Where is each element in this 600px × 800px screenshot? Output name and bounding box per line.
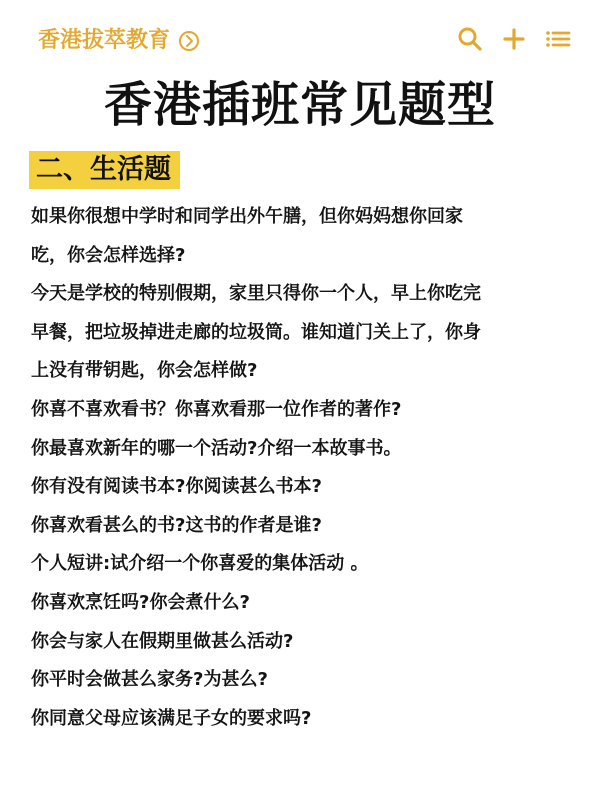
question-line: 今天是学校的特别假期，家里只得你一个人，早上你吃完 bbox=[31, 283, 481, 305]
question-line: 你喜欢烹饪吗?你会煮什么? bbox=[31, 591, 250, 613]
question-line: 你喜欢看甚么的书?这书的作者是谁? bbox=[31, 514, 322, 536]
search-icon[interactable] bbox=[456, 25, 484, 53]
plus-icon[interactable] bbox=[500, 25, 528, 53]
menu-icon[interactable] bbox=[544, 25, 572, 53]
header-actions bbox=[456, 25, 572, 53]
question-line: 如果你很想中学时和同学出外午膳，但你妈妈想你回家 bbox=[31, 206, 463, 227]
question-line: 吃，你会怎样选择? bbox=[31, 244, 186, 266]
question-line: 上没有带钥匙，你会怎样做? bbox=[31, 360, 258, 382]
chevron-right-circle-icon bbox=[178, 30, 200, 52]
account-name: 香港拔萃教育 bbox=[38, 28, 171, 53]
question-line: 你有没有阅读书本?你阅读甚么书本? bbox=[31, 476, 322, 498]
section-heading-highlight bbox=[29, 151, 180, 189]
section-heading: 二、生活题 bbox=[36, 154, 171, 185]
question-line: 你喜不喜欢看书？你喜欢看那一位作者的著作? bbox=[31, 398, 402, 420]
question-line: 你平时会做甚么家务?为甚么? bbox=[31, 669, 268, 691]
question-line: 你会与家人在假期里做甚么活动? bbox=[31, 630, 294, 652]
account-link[interactable] bbox=[38, 28, 200, 54]
question-line: 个人短讲:试介绍一个你喜爱的集体活动 。 bbox=[31, 553, 369, 575]
question-list bbox=[31, 198, 572, 738]
question-line: 早餐，把垃圾掉进走廊的垃圾筒。谁知道门关上了，你身 bbox=[31, 321, 481, 343]
page-title: 香港插班常见题型 bbox=[103, 77, 496, 133]
top-bar bbox=[0, 0, 600, 80]
question-line: 你最喜欢新年的哪一个活动?介绍一本故事书。 bbox=[31, 437, 402, 459]
question-line: 你同意父母应该满足子女的要求吗? bbox=[31, 707, 312, 729]
